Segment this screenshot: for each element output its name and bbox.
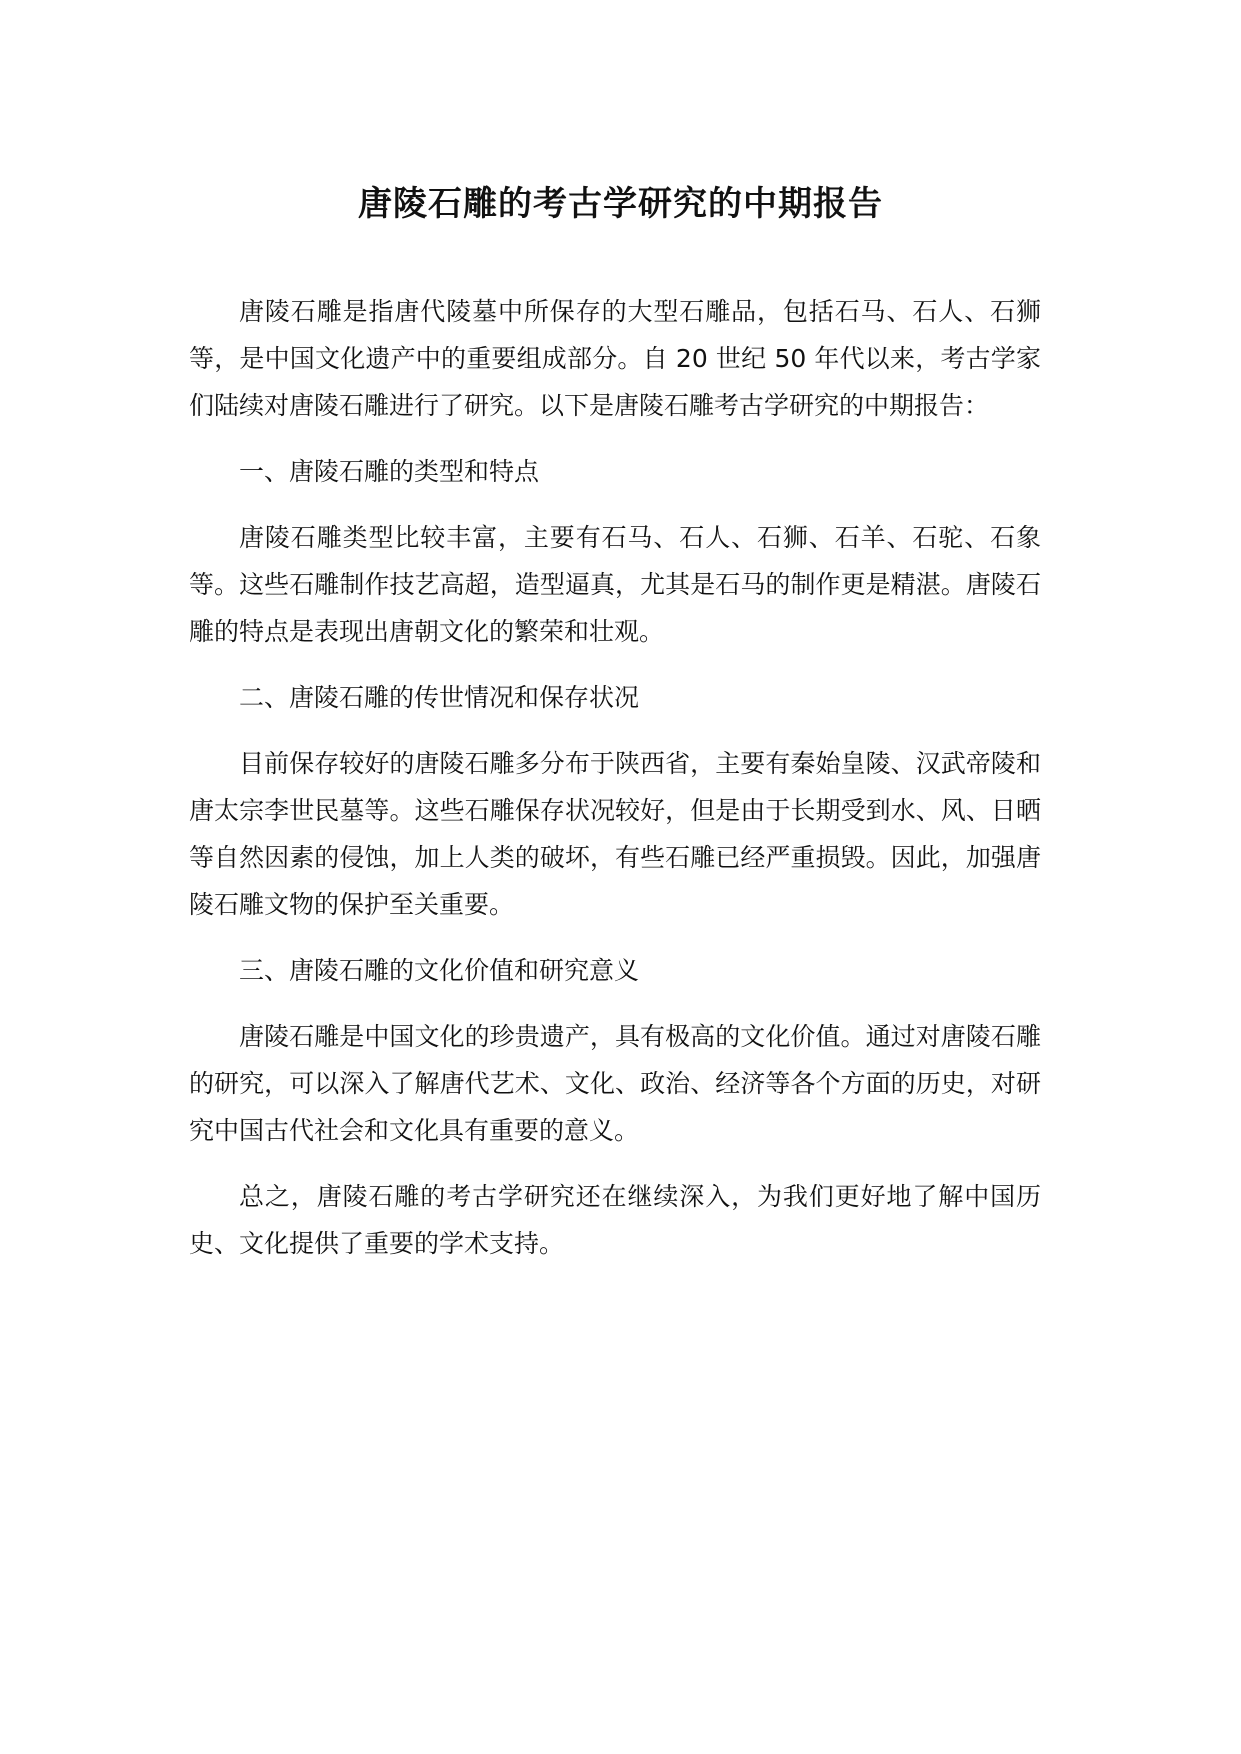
section-3-heading: 三、唐陵石雕的文化价值和研究意义 — [239, 956, 640, 985]
section-1-heading: 一、唐陵石雕的类型和特点 — [239, 457, 540, 486]
document-body — [189, 288, 1041, 1286]
document-title: 唐陵石雕的考古学研究的中期报告 — [358, 184, 883, 224]
intro-paragraph: 唐陵石雕是指唐代陵墓中所保存的大型石雕品，包括石马、石人、石狮等，是中国文化遗产中的重要组成部分。自 20 世纪 50 年代以来，考古学家们陆续对唐陵石雕进行了研究。以下是唐陵石雕考古学研究的中期报告： — [189, 297, 1041, 420]
section-2-heading: 二、唐陵石雕的传世情况和保存状况 — [239, 683, 640, 712]
conclusion-paragraph: 总之，唐陵石雕的考古学研究还在继续深入，为我们更好地了解中国历史、文化提供了重要的学术支持。 — [189, 1182, 1041, 1258]
section-2-paragraph: 目前保存较好的唐陵石雕多分布于陕西省，主要有秦始皇陵、汉武帝陵和唐太宗李世民墓等。这些石雕保存状况较好，但是由于长期受到水、风、日晒等自然因素的侵蚀，加上人类的破坏，有些石雕已经严重损毁。因此，加强唐陵石雕文物的保护至关重要。 — [189, 749, 1041, 919]
section-3-paragraph: 唐陵石雕是中国文化的珍贵遗产，具有极高的文化价值。通过对唐陵石雕的研究，可以深入了解唐代艺术、文化、政治、经济等各个方面的历史，对研究中国古代社会和文化具有重要的意义。 — [189, 1022, 1041, 1145]
section-1-paragraph: 唐陵石雕类型比较丰富，主要有石马、石人、石狮、石羊、石驼、石象等。这些石雕制作技艺高超，造型逼真，尤其是石马的制作更是精湛。唐陵石雕的特点是表现出唐朝文化的繁荣和壮观。 — [189, 523, 1041, 646]
